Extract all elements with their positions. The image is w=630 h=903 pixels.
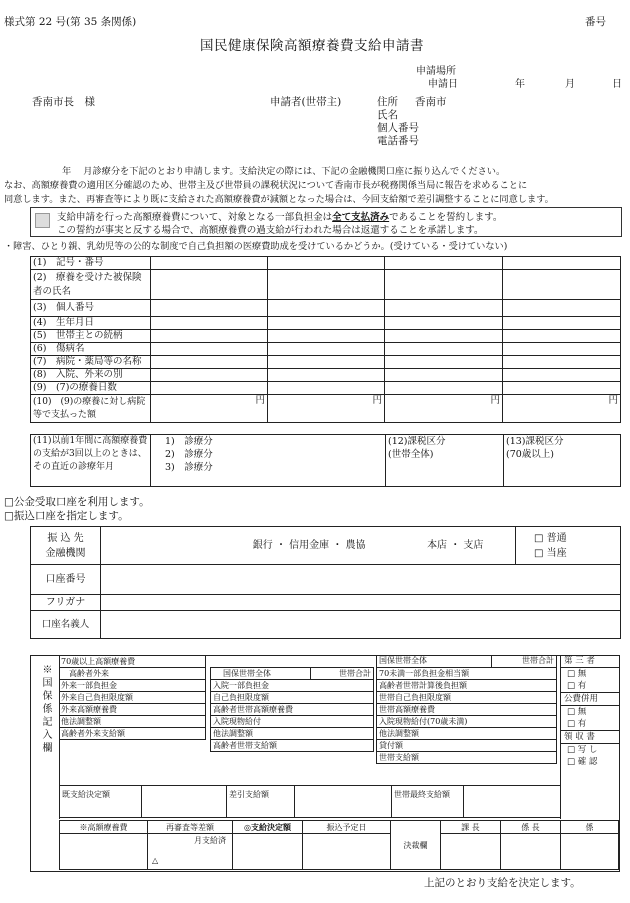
row11-label: (11)以前1年間に高額療養費の支給が3回以上のときは、その直近の診療年月 [31,435,151,487]
public-combo-label: 公費併用 [561,693,619,706]
main-table [30,256,621,423]
row-label: (2) 療養を受けた被保険者の氏名 [31,270,151,300]
elderly-outpatient-table [59,655,206,740]
section-header: 課 長 [441,821,501,834]
institution-label-1: 振 込 先 [47,532,84,544]
bank-name-field[interactable] [101,527,396,565]
yen-unit: 円 [490,395,500,406]
public-combo-exists[interactable]: □ 有 [561,718,619,731]
designate-account-option[interactable]: □振込口座を指定します。 [4,510,129,522]
number-label: 番号 [585,16,606,28]
intro-line-3: 同意します。また、再審査等により既に支給された高額療養費が減額となった場合は、今回支給額で差引調整することに同意します。 [4,194,554,205]
date-month: 月 [565,79,575,90]
history-item: 2) 診療分 [165,449,213,460]
section-header: 係 長 [501,821,561,834]
row-label: (6) 傷病名 [31,343,151,356]
check-column [560,655,619,819]
address-label: 住所 [377,96,398,108]
account-number-field[interactable] [101,565,621,595]
col1-item: 外来高額療養費 [59,704,206,716]
col2-item: 自己負担限度額 [211,691,374,703]
col1-item: 外来自己負担限度額 [59,692,206,704]
intro-line-2: なお、高額療養費の適用区分確認のため、世帯主及び世帯員の課税状況について香南市長が税務関係当局に報告を求めることに [4,180,528,191]
household-table-b [376,655,557,764]
col1-item: 高齢者外来支給額 [59,728,206,740]
history-table [30,434,621,487]
yen-unit: 円 [608,395,618,406]
bottom-header: ◎支給決定額 [233,821,303,834]
totals-table [59,785,561,818]
pledge-line-1: 支給申請を行った高額療養費について、対象となる一部負担金は全て支払済みであることを誓約します。 [57,212,503,223]
date-label: 申請日 [428,79,458,90]
col1-header: 70歳以上高額療養費 [59,656,206,668]
col1-item: 外来一部負担金 [59,680,206,692]
history-item: 3) 診療分 [165,462,213,473]
col3-item: 世帯自己負担限度額 [377,691,557,703]
pledge-checkbox[interactable] [35,213,50,228]
public-account-option[interactable]: □公金受取口座を利用します。 [4,496,150,508]
account-holder-field[interactable] [101,611,621,639]
institution-label-2: 金融機関 [45,547,86,559]
col3-item: 世帯高額療養費 [377,703,557,715]
col3-header: 国保世帯全体 [377,655,492,667]
diff-label: 差引支給額 [227,786,295,818]
disability-note: ・障害、ひとり親、乳幼児等の公的な制度で自己負担額の医療費助成を受けているかどうか。(受けている・受けていない) [4,241,508,252]
receipt-label: 領 収 書 [561,731,619,744]
approval-label: 決裁欄 [391,821,441,870]
row-label: (4) 生年月日 [31,317,151,330]
receipt-copy[interactable]: □ 写 し [567,745,598,755]
pledge-emphasis: 全て支払済み [332,212,390,223]
addressee: 香南市長 様 [32,96,95,108]
yen-unit: 円 [255,395,265,406]
phone-label: 電話番号 [377,135,419,147]
col2-total: 世帯合計 [311,667,374,679]
row-label: (7) 病院・薬局等の名称 [31,356,151,369]
history-item: 1) 診療分 [165,436,213,447]
col3-item: 入院現物給付(70歳未満) [377,715,557,727]
col3-item: 貸付額 [377,739,557,751]
furigana-label: フリガナ [31,595,101,611]
bank-types: 銀行 ・ 信用金庫 ・ 農協 [252,539,366,551]
col3-item: 世帯支給額 [377,751,557,763]
row-label: (8) 入院、外来の別 [31,369,151,382]
tax-class-elderly-sub: (70歳以上) [506,449,555,460]
current-account-option[interactable]: □ 当座 [534,547,567,559]
date-day: 日 [612,79,622,90]
form-id: 様式第 22 号(第 35 条関係) [4,16,137,28]
row-label: (1) 記号・番号 [31,257,151,270]
tax-class-household-label: (12)課税区分 [388,436,446,447]
col2-item: 入院現物給付 [211,715,374,727]
household-table-a [210,655,374,752]
third-party-none[interactable]: □ 無 [567,669,587,679]
account-holder-label: 口座名義人 [31,611,101,639]
public-combo-none[interactable]: □ 無 [567,707,587,717]
office-vertical-label: ※国保係記入欄 [40,664,51,755]
col1-item: 他法調整額 [59,716,206,728]
pledge-line-2: この誓約が事実と反する場合で、高額療養費の過支給が行われた場合は返還することを承諾します。 [57,225,484,236]
row-label: (10) (9)の療養に対し病院等で支払った額 [31,395,151,423]
col1-sub: 高齢者外来 [59,668,206,680]
account-number-label: 口座番号 [31,565,101,595]
bottom-header: 再審査等差額 [148,821,233,834]
bottom-header: 振込予定日 [303,821,391,834]
individual-number-label: 個人番号 [377,122,419,134]
footer-note: 上記のとおり支給を決定します。 [424,877,581,889]
col3-item: 70未満一部負担金相当額 [377,667,557,679]
col3-total: 世帯合計 [492,655,557,667]
place-label: 申請場所 [416,66,456,77]
ordinary-account-option[interactable]: □ 普通 [534,532,567,544]
branch-types: 本店 ・ 支店 [427,539,484,551]
decision-table [59,820,619,870]
col2-item: 高齢者世帯支給額 [211,739,374,751]
row-label: (9) (7)の療養日数 [31,382,151,395]
applicant-label: 申請者(世帯主) [270,96,342,108]
third-party-exists[interactable]: □ 有 [561,680,619,693]
intro-line-1: 年 月診療分を下記のとおり申請します。支給決定の際には、下記の金融機関口座に振り込んでください。 [62,166,506,177]
date-year: 年 [515,79,525,90]
name-label: 氏名 [377,109,398,121]
month-paid: 月支給済 [194,836,226,845]
col3-item: 他法調整額 [377,727,557,739]
row-label: (3) 個人番号 [31,300,151,317]
branch-name-field[interactable] [396,527,516,565]
col2-item: 高齢者世帯高額療養費 [211,703,374,715]
third-party-label: 第 三 者 [561,655,619,668]
final-label: 世帯最終支給額 [392,786,464,818]
yen-unit: 円 [372,395,382,406]
col2-item: 入院一部負担金 [211,679,374,691]
triangle-mark: △ [152,856,159,865]
page-title: 国民健康保険高額療養費支給申請書 [200,38,424,54]
bank-table [30,526,621,639]
tax-class-household-sub: (世帯全体) [388,449,434,460]
paid-label: 既支給決定額 [60,786,142,818]
tax-class-elderly-label: (13)課税区分 [506,436,564,447]
col3-item: 高齢者世帯計算後負担額 [377,679,557,691]
bottom-header: ※高額療養費 [60,821,148,834]
row-label: (5) 世帯主との続柄 [31,330,151,343]
section-header: 係 [561,821,619,834]
address-value: 香南市 [415,96,447,108]
furigana-field[interactable] [101,595,621,611]
col2-header: 国保世帯全体 [211,667,311,679]
col2-item: 他法調整額 [211,727,374,739]
receipt-confirm[interactable]: □ 確 認 [567,757,598,767]
